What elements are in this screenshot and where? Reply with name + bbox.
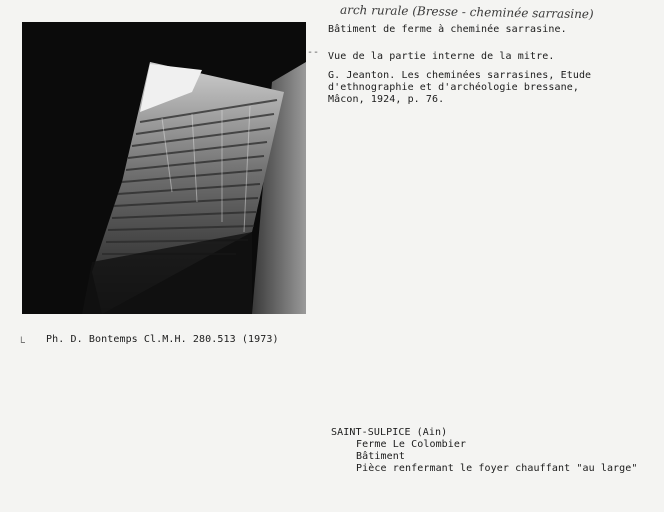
photo-credit: Ph. D. Bontemps Cl.M.H. 280.513 (1973) [46, 334, 279, 345]
location-room: Pièce renfermant le foyer chauffant "au large" [356, 463, 638, 474]
location-commune: SAINT-SULPICE (Ain) [331, 427, 448, 438]
chimney-photo-image [22, 22, 306, 314]
view-description: Vue de la partie interne de la mitre. [328, 51, 555, 62]
location-site: Ferme Le Colombier [356, 439, 467, 450]
record-title: Bâtiment de ferme à cheminée sarrasine. [328, 24, 567, 35]
handwritten-note: arch rurale (Bresse - cheminée sarrasine) [339, 2, 594, 22]
reference-line-1: G. Jeanton. Les cheminées sarrasines, Etude [328, 70, 592, 81]
margin-dash: -- [307, 47, 320, 58]
reference-line-2: d'ethnographie et d'archéologie bressane, [328, 82, 579, 93]
margin-mark: ᒪ [20, 336, 26, 346]
reference-line-3: Mâcon, 1924, p. 76. [328, 94, 445, 105]
location-building: Bâtiment [356, 451, 405, 462]
chimney-interior-photo [22, 22, 306, 314]
